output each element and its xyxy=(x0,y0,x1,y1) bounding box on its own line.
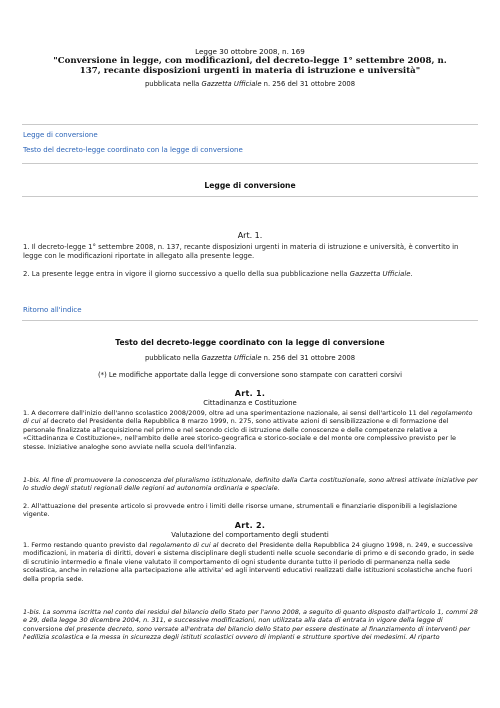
publication-info: pubblicata nella Gazzetta Ufficiale n. 256 del 31 ottobre 2008 xyxy=(144,80,356,88)
article-2-title: Valutazione del comportamento degli studenti xyxy=(171,531,329,539)
article-1-paragraph-1bis: 1-bis. Al fine di promuovere la conoscenza del pluralismo istituzionale, definito dalla Carta costituzionale, sono altresì attivate iniziative per lo studio degli statuti regionali delle regioni ad autonomia ordinaria e speciale. xyxy=(23,476,478,493)
divider xyxy=(22,124,478,125)
law-subject: "Conversione in legge, con modificazioni, del decreto-legge 1° settembre 2008, n. 137, recante disposizioni urgenti in materia di istruzione e università" xyxy=(53,56,447,76)
italic-note: (*) Le modifiche apportate dalla legge di conversione sono stampate con caratteri corsivi xyxy=(98,371,402,379)
article-1-label: Art. 1. xyxy=(234,389,266,398)
article-1-title: Cittadinanza e Costituzione xyxy=(203,399,297,407)
divider xyxy=(22,163,478,164)
divider xyxy=(22,320,478,321)
article-1-paragraph-1: 1. A decorrere dall'inizio dell'anno scolastico 2008/2009, oltre ad una sperimentazione nazionale, ai sensi dell'articolo 11 del regolamento di cui al decreto del Presidente della Repubblica 8 marzo 1999, n. 275, sono attivate azioni di sensibilizzazione e di formazione del personale finalizzate all'acquisizione nel primo e nel secondo ciclo di istruzione delle conoscenze e delle competenze relative a «Cittadinanza e Costituzione», nell'ambito delle aree storico-geografica e storico-sociale e del monte ore complessivo previsto per le stesse. Iniziative analoghe sono avviate nella scuola dell'infanzia. xyxy=(23,409,473,451)
coordinated-publication-info: pubblicato nella Gazzetta Ufficiale n. 256 del 31 ottobre 2008 xyxy=(144,354,356,362)
back-to-index-link[interactable]: Ritorno all'indice xyxy=(23,306,82,314)
article-2-paragraph-1: 1. Fermo restando quanto previsto dal regolamento di cui al decreto del Presidente della Repubblica 24 giugno 1998, n. 249, e successive modificazioni, in materia di diritti, doveri e sistema disciplinare degli studenti nelle scuole secondarie di primo e di secondo grado, in sede di scrutinio intermedio e finale viene valutato il comportamento di ogni studente durante tutto il periodo di permanenza nella sede scolastica, anche in relazione alla partecipazione alle attivita' ed agli interventi educativi realizzati dalle istituzioni scolastiche anche fuori della propria sede. xyxy=(23,541,475,583)
article-paragraph-1: 1. Il decreto-legge 1° settembre 2008, n. 137, recante disposizioni urgenti in materia di istruzione e università, è convertito in legge con le modificazioni riportate in allegato alla presente legge. xyxy=(23,243,459,261)
article-2-paragraph-1bis: 1-bis. La somma iscritta nel conto dei residui del bilancio dello Stato per l'anno 2008, a seguito di quanto disposto dall'articolo 1, commi 28 e 29, della legge 30 dicembre 2004, n. 311, e successive modificazioni, non utilizzata alla data di entrata in vigore della legge di conversione del presente decreto, sono versate all'entrata del bilancio dello Stato per essere destinate al finanziamento di interventi per l'edilizia scolastica e la messa in sicurezza degli istituti scolastici ovvero di impianti e strutture sportive dei medesimi. Al riparto xyxy=(23,608,478,642)
index-link-conversion-law[interactable]: Legge di conversione xyxy=(23,131,98,139)
gazette-name: Gazzetta Ufficiale xyxy=(201,80,262,88)
law-title: Legge 30 ottobre 2008, n. 169 xyxy=(195,47,305,56)
article-paragraph-2: 2. La presente legge entra in vigore il giorno successivo a quello della sua pubblicazione nella Gazzetta Ufficiale. xyxy=(23,270,413,278)
index-link-coordinated-text[interactable]: Testo del decreto-legge coordinato con la legge di conversione xyxy=(23,146,243,154)
article-label: Art. 1. xyxy=(237,231,263,240)
divider xyxy=(22,196,478,197)
section-heading-conversion-law: Legge di conversione xyxy=(204,181,296,190)
section-heading-coordinated-text: Testo del decreto-legge coordinato con la legge di conversione xyxy=(115,338,385,347)
article-2-label: Art. 2. xyxy=(234,521,266,530)
article-1-paragraph-2: 2. All'attuazione del presente articolo si provvede entro i limiti delle risorse umane, strumentali e finanziarie disponibili a legislazione vigente. xyxy=(23,502,458,519)
